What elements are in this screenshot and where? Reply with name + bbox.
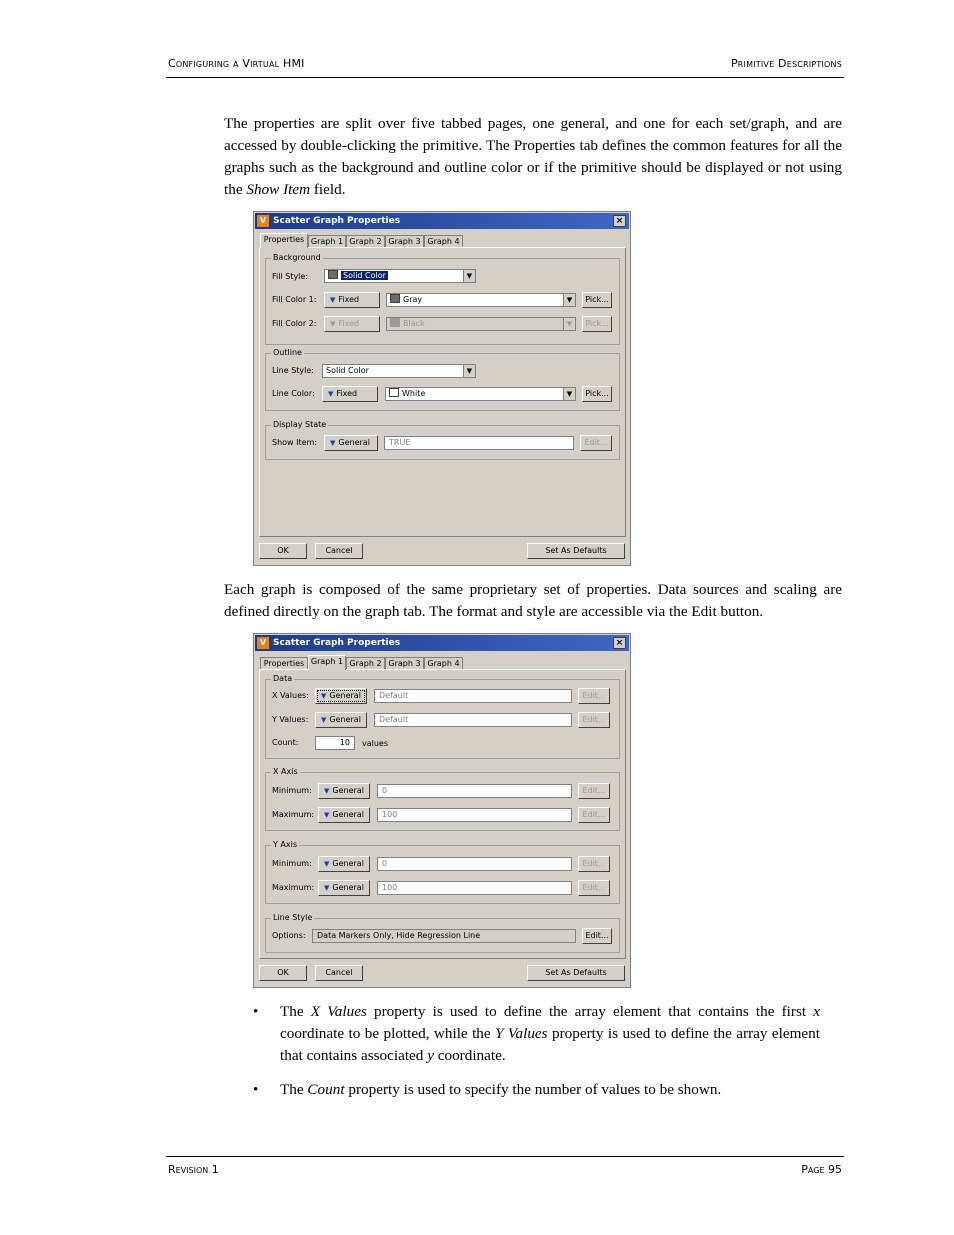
running-header-right: Primitive Descriptions (730, 57, 842, 70)
ok-button[interactable]: OK (259, 543, 307, 559)
line-color-mode-button[interactable] (322, 386, 378, 402)
line-color-value: White (402, 389, 426, 398)
bullet-marker: • (253, 1003, 259, 1020)
tab-graph-4[interactable]: Graph 4 (424, 235, 463, 248)
show-item-edit-button[interactable]: Edit... (580, 435, 612, 451)
fill-color-1-value: Gray (403, 295, 423, 304)
triangle-down-icon: ▼ (321, 692, 327, 700)
x-values-mode: General (329, 691, 361, 700)
fill-color-1-mode-button[interactable] (324, 292, 380, 308)
line-style-group (265, 913, 620, 953)
line-style-label: Line Style: (272, 366, 315, 375)
x-axis-maximum-mode-button[interactable] (318, 807, 370, 823)
app-logo-icon: V (257, 637, 269, 649)
fill-color-1-select[interactable] (386, 293, 576, 307)
x-values-edit-button[interactable]: Edit... (578, 688, 610, 704)
chevron-down-icon: ▼ (463, 270, 475, 282)
fill-style-label: Fill Style: (272, 272, 309, 281)
running-header-left: Configuring a Virtual HMI (168, 57, 305, 70)
chevron-down-icon: ▼ (463, 365, 475, 377)
fill-color-1-label: Fill Color 1: (272, 295, 317, 304)
group-title: Data (273, 674, 293, 683)
app-logo-icon: V (257, 215, 269, 227)
x-axis-minimum-mode: General (332, 786, 364, 795)
y-axis-maximum-mode-button[interactable] (318, 880, 370, 896)
dialog-title-bar (255, 635, 629, 651)
dialog-title: Scatter Graph Properties (273, 216, 401, 226)
group-title: Line Style (273, 913, 313, 922)
tab-graph-2[interactable]: Graph 2 (346, 235, 385, 248)
y-axis-maximum-input[interactable]: 100 (377, 881, 572, 895)
bullet-text: coordinate to be plotted, while the (280, 1025, 496, 1042)
bullet-text: The (280, 1081, 308, 1098)
data-group (265, 674, 620, 759)
display-state-group (265, 420, 620, 460)
y-axis-group (265, 840, 620, 904)
fill-color-2-select[interactable] (386, 317, 576, 331)
chevron-down-icon: ▼ (563, 318, 575, 330)
y-values-edit-button[interactable]: Edit... (578, 712, 610, 728)
count-input[interactable]: 10 (315, 736, 355, 750)
show-item-label: Show Item: (272, 438, 318, 447)
y-axis-minimum-input[interactable]: 0 (377, 857, 572, 871)
bullet-emphasis: y (427, 1047, 434, 1064)
y-values-label: Y Values: (272, 715, 309, 724)
color-swatch (390, 294, 400, 303)
line-style-value: Solid Color (326, 366, 369, 375)
group-title: Y Axis (273, 840, 298, 849)
bullet-count (250, 1079, 820, 1101)
triangle-down-icon: ▼ (324, 787, 330, 795)
tab-panel (259, 669, 626, 959)
fill-color-2-mode: Fixed (338, 319, 360, 328)
fill-color-2-mode-button[interactable] (324, 316, 380, 332)
x-axis-minimum-mode-button[interactable] (318, 783, 370, 799)
tab-graph-3[interactable]: Graph 3 (385, 235, 424, 248)
graph-tab-paragraph: Each graph is composed of the same proprietary set of properties. Data sources and scaling are defined directly on the graph tab. The format and style are accessible via the Edit button. (224, 581, 842, 620)
triangle-down-icon: ▼ (321, 716, 327, 724)
chevron-down-icon: ▼ (563, 388, 575, 400)
footer-rule (166, 1156, 844, 1157)
count-label: Count: (272, 738, 299, 747)
bullet-text: property is used to specify the number of values to be shown. (344, 1081, 722, 1098)
options-label: Options: (272, 931, 306, 940)
bullet-text: The (280, 1003, 311, 1020)
triangle-down-icon: ▼ (330, 296, 336, 304)
fill-color-2-pick-button[interactable]: Pick... (582, 316, 612, 332)
bullet-emphasis: X Values (310, 1003, 367, 1020)
group-title: Background (273, 253, 321, 262)
fill-color-1-pick-button[interactable]: Pick... (582, 292, 612, 308)
para1-emphasis: Show Item (246, 181, 311, 198)
background-group (265, 253, 620, 345)
bullet-emphasis: Y Values (495, 1025, 548, 1042)
group-title: X Axis (273, 767, 298, 776)
bullet-text: coordinate. (433, 1047, 506, 1064)
fill-style-value: Solid Color (343, 271, 386, 280)
fill-color-1-mode: Fixed (338, 295, 360, 304)
y-axis-minimum-label: Minimum: (272, 859, 312, 868)
y-axis-minimum-mode: General (332, 859, 364, 868)
line-style-select[interactable] (322, 364, 476, 378)
x-values-input[interactable]: Default (374, 689, 572, 703)
tab-properties[interactable]: Properties (260, 657, 308, 670)
color-swatch (389, 388, 399, 397)
triangle-down-icon: ▼ (328, 390, 334, 398)
bullet-marker: • (253, 1081, 259, 1098)
para1-text-b: field. (310, 181, 346, 198)
count-unit: values (362, 739, 389, 748)
set-as-defaults-button[interactable]: Set As Defaults (527, 543, 625, 559)
x-axis-minimum-label: Minimum: (272, 786, 312, 795)
triangle-down-icon: ▼ (330, 320, 336, 328)
scatter-graph-properties-dialog-properties-tab (253, 211, 631, 566)
para1-text-a: The properties are split over five tabbed pages, one general, and one for each set/graph, and are accessed by double-clicking the primitive. The Properties tab defines the common features for all the graphs such as the background and outline color or if the primitive should be displayed or not using the (224, 115, 842, 198)
show-item-input[interactable]: TRUE (384, 436, 574, 450)
tab-graph-2[interactable]: Graph 2 (346, 657, 385, 670)
show-item-mode: General (338, 438, 370, 447)
footer-revision: Revision 1 (168, 1163, 219, 1176)
fill-color-2-value: Black (403, 319, 425, 328)
bullet-text: property is used to define the array element that contains the first (366, 1003, 814, 1020)
ok-button[interactable]: OK (259, 965, 307, 981)
cancel-button[interactable]: Cancel (315, 543, 363, 559)
fill-color-2-label: Fill Color 2: (272, 319, 317, 328)
x-axis-minimum-input[interactable]: 0 (377, 784, 572, 798)
fill-style-select[interactable] (324, 269, 476, 283)
y-axis-maximum-edit-button[interactable]: Edit... (578, 880, 610, 896)
x-axis-maximum-input[interactable]: 100 (377, 808, 572, 822)
line-color-mode: Fixed (336, 389, 358, 398)
chevron-down-icon: ▼ (563, 294, 575, 306)
set-as-defaults-button[interactable]: Set As Defaults (527, 965, 625, 981)
y-axis-maximum-label: Maximum: (272, 883, 315, 892)
y-axis-minimum-edit-button[interactable]: Edit... (578, 856, 610, 872)
line-color-select[interactable] (385, 387, 576, 401)
color-swatch (328, 270, 338, 279)
line-color-label: Line Color: (272, 389, 315, 398)
x-axis-minimum-edit-button[interactable]: Edit... (578, 783, 610, 799)
x-axis-maximum-mode: General (332, 810, 364, 819)
x-values-label: X Values: (272, 691, 309, 700)
tab-properties[interactable]: Properties (260, 233, 308, 248)
y-values-mode: General (329, 715, 361, 724)
x-axis-group (265, 767, 620, 831)
intro-paragraph (224, 113, 842, 201)
line-style-edit-button[interactable]: Edit... (582, 928, 612, 944)
tab-graph-3[interactable]: Graph 3 (385, 657, 424, 670)
footer-page-number: Page 95 (801, 1163, 842, 1176)
y-axis-minimum-mode-button[interactable] (318, 856, 370, 872)
triangle-down-icon: ▼ (324, 860, 330, 868)
dialog-title-bar (255, 213, 629, 229)
cancel-button[interactable]: Cancel (315, 965, 363, 981)
tab-graph-1[interactable]: Graph 1 (308, 655, 346, 670)
scatter-graph-properties-dialog-graph1-tab (253, 633, 631, 988)
dialog-title: Scatter Graph Properties (273, 638, 401, 648)
tab-panel (259, 247, 626, 537)
tab-graph-1[interactable]: Graph 1 (308, 235, 346, 248)
line-style-options-field: Data Markers Only, Hide Regression Line (312, 929, 576, 943)
y-values-mode-button[interactable] (315, 712, 367, 728)
close-icon[interactable]: × (613, 637, 626, 649)
y-axis-maximum-mode: General (332, 883, 364, 892)
x-values-mode-button[interactable] (315, 688, 367, 704)
header-rule (166, 77, 844, 78)
close-icon[interactable]: × (613, 215, 626, 227)
tab-graph-4[interactable]: Graph 4 (424, 657, 463, 670)
triangle-down-icon: ▼ (324, 884, 330, 892)
y-values-input[interactable]: Default (374, 713, 572, 727)
group-title: Display State (273, 420, 327, 429)
bullet-emphasis: Count (307, 1081, 345, 1098)
bullet-emphasis: x (813, 1003, 820, 1020)
bullet-list (250, 1001, 820, 1113)
show-item-mode-button[interactable] (324, 435, 378, 451)
bullet-text: property is used to define the array element that contains associated (280, 1025, 820, 1064)
outline-group (265, 348, 620, 411)
x-axis-maximum-label: Maximum: (272, 810, 315, 819)
bullet-x-y-values (250, 1001, 820, 1067)
triangle-down-icon: ▼ (330, 439, 336, 447)
group-title: Outline (273, 348, 302, 357)
x-axis-maximum-edit-button[interactable]: Edit... (578, 807, 610, 823)
triangle-down-icon: ▼ (324, 811, 330, 819)
color-swatch (390, 318, 400, 327)
line-color-pick-button[interactable]: Pick... (582, 386, 612, 402)
